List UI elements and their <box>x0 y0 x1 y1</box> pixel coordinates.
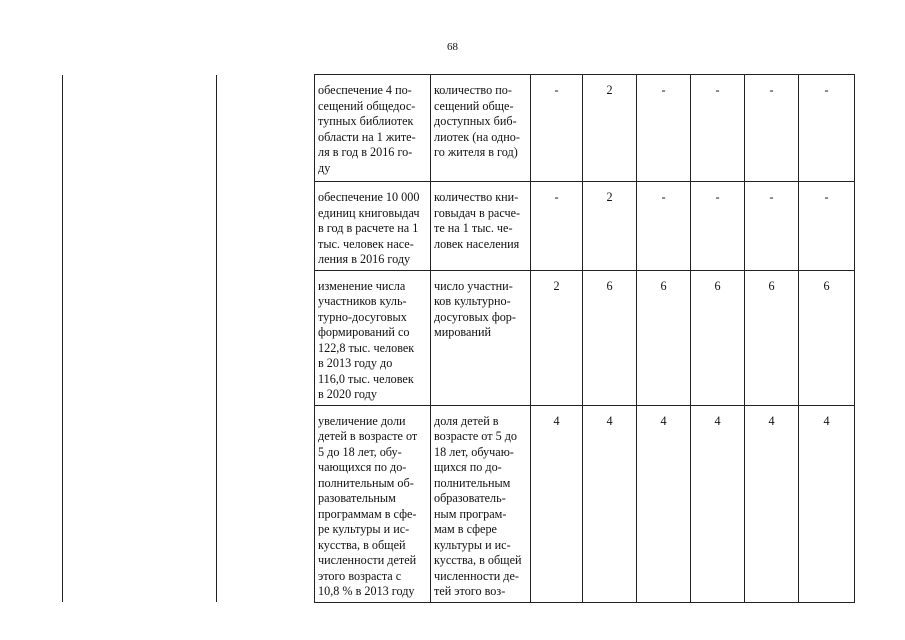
empty-column-2 <box>217 75 315 603</box>
value-cell: 6 <box>583 270 637 405</box>
value-cell: - <box>745 182 799 271</box>
value-cell: - <box>799 75 855 182</box>
value-cell: - <box>691 75 745 182</box>
indicator-cell: число участни- ков культурно- досуговых фор- мирований <box>431 270 531 405</box>
value-cell: - <box>531 75 583 182</box>
value-cell: 4 <box>637 405 691 602</box>
value-cell: - <box>691 182 745 271</box>
goal-cell: обеспечение 10 000 единиц книговыдач в год в расчете на 1 тыс. человек насе- ления в 2016 году <box>315 182 431 271</box>
goal-cell: изменение числа участников куль- турно-досуговых формирований со 122,8 тыс. человек в 2013 году до 116,0 тыс. человек в 2020 году <box>315 270 431 405</box>
value-cell: - <box>745 75 799 182</box>
page-number: 68 <box>447 41 458 53</box>
value-cell: 6 <box>745 270 799 405</box>
value-cell: - <box>637 75 691 182</box>
indicators-table <box>62 74 855 603</box>
value-cell: - <box>637 182 691 271</box>
value-cell: 4 <box>531 405 583 602</box>
indicator-cell: количество кни- говыдач в расче- те на 1 тыс. че- ловек населения <box>431 182 531 271</box>
goal-cell: увеличение доли детей в возрасте от 5 до 18 лет, обу- чающихся по до- полнительным об- разовательным программам в сфе- ре культуры и ис- кусства, в общей численности детей этого возраста с 10,8 % в 2013 году <box>315 405 431 602</box>
value-cell: - <box>799 182 855 271</box>
value-cell: 6 <box>799 270 855 405</box>
value-cell: - <box>531 182 583 271</box>
value-cell: 2 <box>583 75 637 182</box>
goal-cell: обеспечение 4 по- сещений общедос- тупных библиотек области на 1 жите- ля в год в 2016 го- ду <box>315 75 431 182</box>
value-cell: 4 <box>583 405 637 602</box>
value-cell: 2 <box>531 270 583 405</box>
empty-column-1 <box>63 75 217 603</box>
value-cell: 4 <box>799 405 855 602</box>
indicator-cell: доля детей в возрасте от 5 до 18 лет, обучаю- щихся по до- полнительным образователь- ным програм- мам в сфере культуры и ис- кусства, в общей численности де- тей этого воз- <box>431 405 531 602</box>
indicator-cell: количество по- сещений обще- доступных биб- лиотек (на одно- го жителя в год) <box>431 75 531 182</box>
value-cell: 6 <box>637 270 691 405</box>
value-cell: 4 <box>745 405 799 602</box>
value-cell: 2 <box>583 182 637 271</box>
table-row <box>63 75 855 182</box>
value-cell: 4 <box>691 405 745 602</box>
value-cell: 6 <box>691 270 745 405</box>
